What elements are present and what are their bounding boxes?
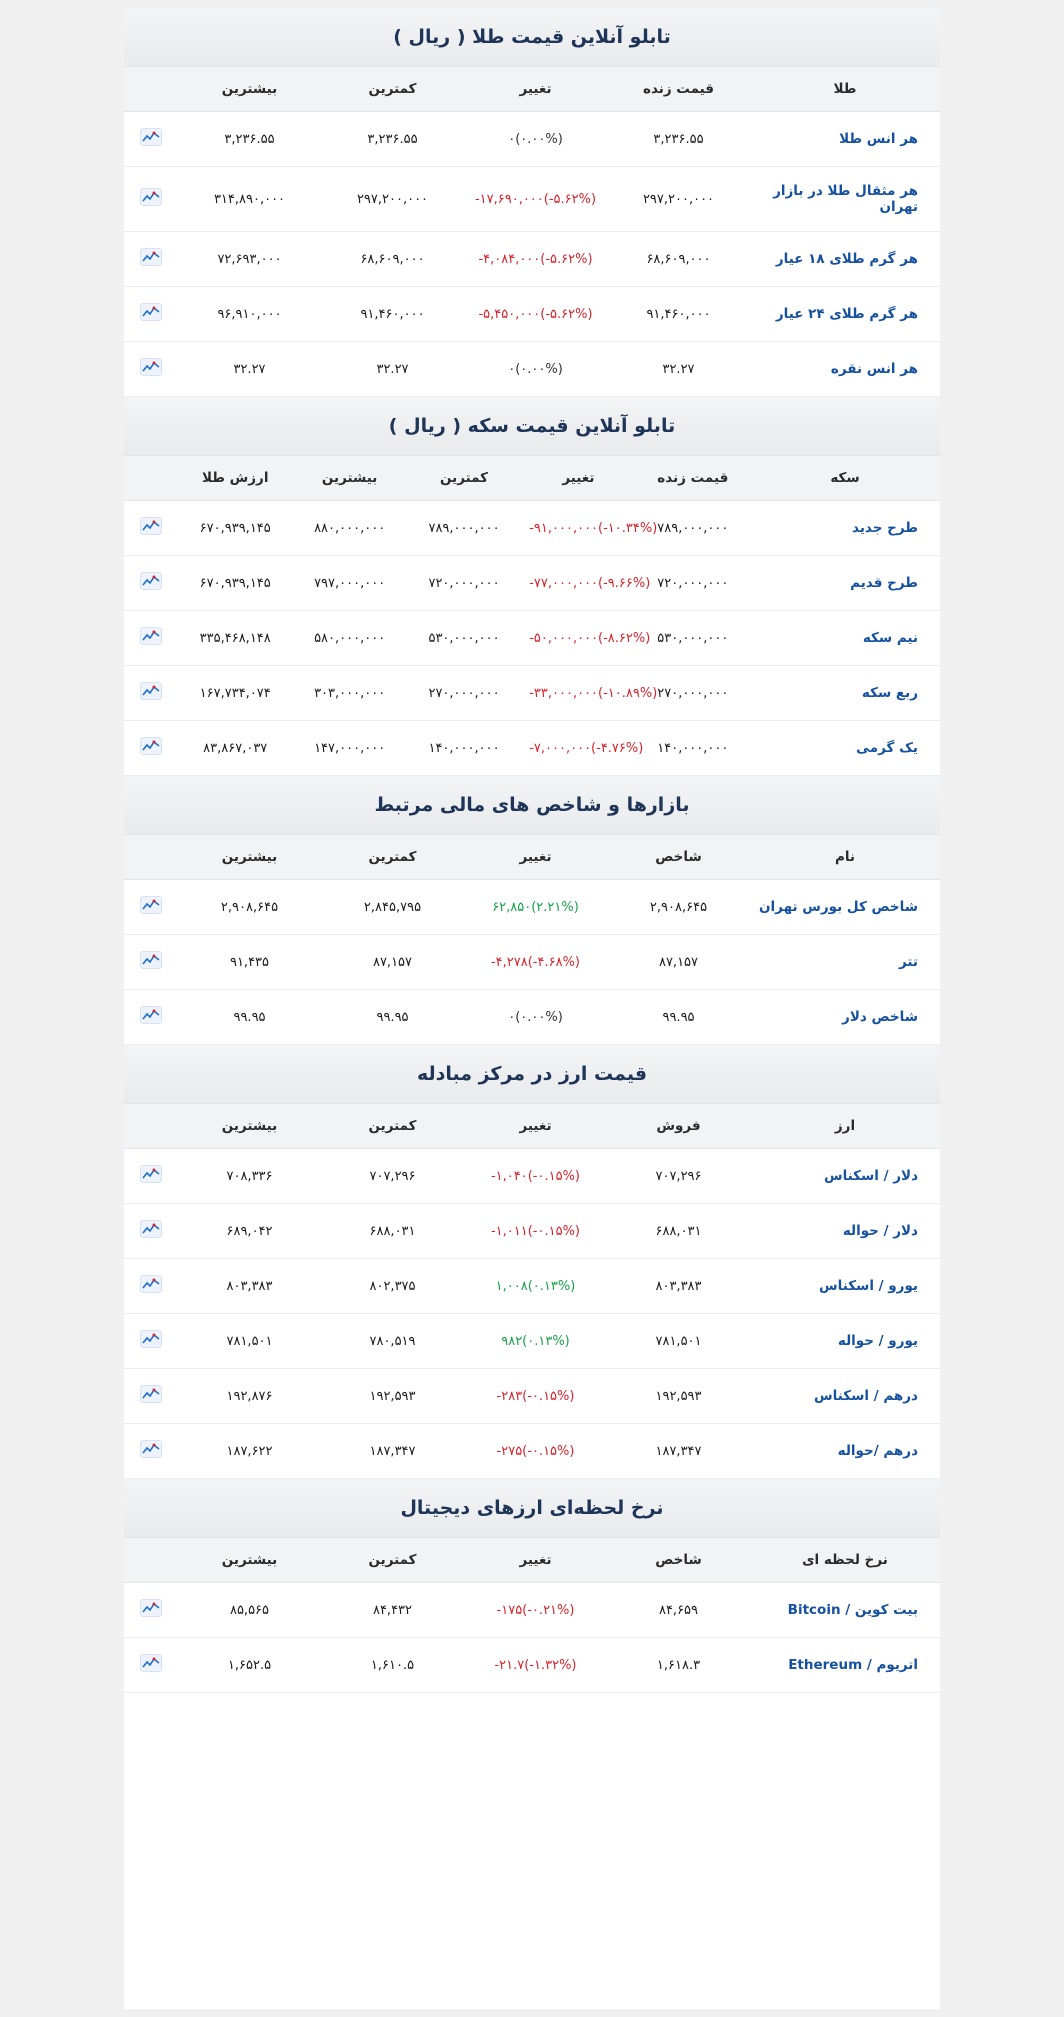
row-name[interactable]: طرح قدیم xyxy=(750,556,940,611)
column-header: بیشترین xyxy=(178,835,321,880)
table-header-row xyxy=(124,67,940,112)
row-change-value: -۱,۰۱۱(-۰.۱۵%) xyxy=(464,1204,607,1259)
row-low-value: ۷۸۹,۰۰۰,۰۰۰ xyxy=(407,501,521,556)
chart-line-icon[interactable] xyxy=(140,188,162,206)
row-high-value: ۳,۲۳۶.۵۵ xyxy=(178,112,321,167)
table-row[interactable] xyxy=(124,666,940,721)
row-name[interactable]: شاخص کل بورس تهران xyxy=(750,880,940,935)
table-row[interactable] xyxy=(124,342,940,397)
row-low-value: ۶۸۸,۰۳۱ xyxy=(321,1204,464,1259)
row-live-value: ۷۲۰,۰۰۰,۰۰۰ xyxy=(636,556,750,611)
row-low-value: ۷۰۷,۲۹۶ xyxy=(321,1149,464,1204)
row-low-value: ۹۱,۴۶۰,۰۰۰ xyxy=(321,287,464,342)
row-chart-cell[interactable] xyxy=(124,112,178,167)
row-change-value: ۱,۰۰۸(۰.۱۳%) xyxy=(464,1259,607,1314)
row-gold-value: ۶۷۰,۹۳۹,۱۴۵ xyxy=(178,501,292,556)
row-live-value: ۲۷۰,۰۰۰,۰۰۰ xyxy=(636,666,750,721)
column-header: بیشترین xyxy=(292,456,406,501)
row-chart-cell[interactable] xyxy=(124,611,178,666)
row-live-value: ۱,۶۱۸.۳ xyxy=(607,1638,750,1693)
row-live-value: ۵۳۰,۰۰۰,۰۰۰ xyxy=(636,611,750,666)
row-chart-cell[interactable] xyxy=(124,990,178,1045)
row-live-value: ۱۸۷,۳۴۷ xyxy=(607,1424,750,1479)
row-low-value: ۲,۸۴۵,۷۹۵ xyxy=(321,880,464,935)
row-high-value: ۶۸۹,۰۴۲ xyxy=(178,1204,321,1259)
table-row[interactable] xyxy=(124,880,940,935)
chart-line-icon[interactable] xyxy=(140,517,162,535)
chart-line-icon[interactable] xyxy=(140,896,162,914)
row-high-value: ۳۰۳,۰۰۰,۰۰۰ xyxy=(292,666,406,721)
column-header-chart xyxy=(124,1104,178,1149)
table-row[interactable] xyxy=(124,935,940,990)
row-live-value: ۷۸۱,۵۰۱ xyxy=(607,1314,750,1369)
row-name[interactable]: یورو / اسکناس xyxy=(750,1259,940,1314)
column-header: تغییر xyxy=(464,1538,607,1583)
column-header-chart xyxy=(124,456,178,501)
gold-section xyxy=(124,8,940,397)
column-header: شاخص xyxy=(607,835,750,880)
row-change-value: ۶۲,۸۵۰(۲.۲۱%) xyxy=(464,880,607,935)
coin-section-table xyxy=(124,456,940,776)
chart-line-icon[interactable] xyxy=(140,627,162,645)
row-name[interactable]: درهم / اسکناس xyxy=(750,1369,940,1424)
row-low-value: ۹۹.۹۵ xyxy=(321,990,464,1045)
row-live-value: ۳,۲۳۶.۵۵ xyxy=(607,112,750,167)
row-high-value: ۷۸۱,۵۰۱ xyxy=(178,1314,321,1369)
chart-line-icon[interactable] xyxy=(140,1440,162,1458)
row-high-value: ۷۲,۶۹۳,۰۰۰ xyxy=(178,232,321,287)
row-name[interactable]: یورو / حواله xyxy=(750,1314,940,1369)
chart-line-icon[interactable] xyxy=(140,737,162,755)
row-live-value: ۹۱,۴۶۰,۰۰۰ xyxy=(607,287,750,342)
row-high-value: ۱۸۷,۶۲۲ xyxy=(178,1424,321,1479)
row-chart-cell[interactable] xyxy=(124,1369,178,1424)
coin-section xyxy=(124,397,940,776)
table-header-row xyxy=(124,1538,940,1583)
table-row[interactable] xyxy=(124,112,940,167)
row-high-value: ۵۸۰,۰۰۰,۰۰۰ xyxy=(292,611,406,666)
row-high-value: ۸۸۰,۰۰۰,۰۰۰ xyxy=(292,501,406,556)
row-low-value: ۱,۶۱۰.۵ xyxy=(321,1638,464,1693)
row-chart-cell[interactable] xyxy=(124,167,178,232)
column-header-chart xyxy=(124,67,178,112)
row-live-value: ۸۴,۶۵۹ xyxy=(607,1583,750,1638)
row-live-value: ۳۲.۲۷ xyxy=(607,342,750,397)
row-live-value: ۸۰۳,۳۸۳ xyxy=(607,1259,750,1314)
row-gold-value: ۸۳,۸۶۷,۰۳۷ xyxy=(178,721,292,776)
row-name[interactable]: هر گرم طلای ۲۴ عیار xyxy=(750,287,940,342)
chart-line-icon[interactable] xyxy=(140,248,162,266)
chart-line-icon[interactable] xyxy=(140,1220,162,1238)
column-header-chart xyxy=(124,835,178,880)
column-header: نام xyxy=(750,835,940,880)
column-header: تغییر xyxy=(464,67,607,112)
row-change-value: -۹۱,۰۰۰,۰۰۰(-۱۰.۳۴%) xyxy=(521,501,635,556)
column-header: کمترین xyxy=(407,456,521,501)
row-change-value: ۰(۰.۰۰%) xyxy=(464,342,607,397)
row-name[interactable]: ربع سکه xyxy=(750,666,940,721)
row-change-value: -۳۳,۰۰۰,۰۰۰(-۱۰.۸۹%) xyxy=(521,666,635,721)
row-low-value: ۸۰۲,۳۷۵ xyxy=(321,1259,464,1314)
row-change-value: -۲۷۵(-۰.۱۵%) xyxy=(464,1424,607,1479)
column-header: ارز xyxy=(750,1104,940,1149)
row-live-value: ۸۷,۱۵۷ xyxy=(607,935,750,990)
table-row[interactable] xyxy=(124,721,940,776)
crypto-section-table xyxy=(124,1538,940,1693)
row-high-value: ۱۴۷,۰۰۰,۰۰۰ xyxy=(292,721,406,776)
row-low-value: ۷۲۰,۰۰۰,۰۰۰ xyxy=(407,556,521,611)
row-name[interactable]: نیم سکه xyxy=(750,611,940,666)
crypto-section-title: نرخ لحظه‌ای ارزهای دیجیتال xyxy=(124,1479,940,1538)
row-chart-cell[interactable] xyxy=(124,1583,178,1638)
markets-section-title: بازارها و شاخص های مالی مرتبط xyxy=(124,776,940,835)
chart-line-icon[interactable] xyxy=(140,572,162,590)
table-header-row xyxy=(124,1104,940,1149)
row-chart-cell[interactable] xyxy=(124,232,178,287)
row-name[interactable]: هر گرم طلای ۱۸ عیار xyxy=(750,232,940,287)
table-row[interactable] xyxy=(124,1259,940,1314)
row-low-value: ۷۸۰,۵۱۹ xyxy=(321,1314,464,1369)
table-row[interactable] xyxy=(124,1638,940,1693)
row-live-value: ۷۸۹,۰۰۰,۰۰۰ xyxy=(636,501,750,556)
row-change-value: -۴,۰۸۴,۰۰۰(-۵.۶۲%) xyxy=(464,232,607,287)
row-high-value: ۲,۹۰۸,۶۴۵ xyxy=(178,880,321,935)
row-chart-cell[interactable] xyxy=(124,721,178,776)
row-change-value: -۷۷,۰۰۰,۰۰۰(-۹.۶۶%) xyxy=(521,556,635,611)
table-row[interactable] xyxy=(124,167,940,232)
column-header: کمترین xyxy=(321,1104,464,1149)
row-name[interactable]: هر انس طلا xyxy=(750,112,940,167)
row-change-value: ۰(۰.۰۰%) xyxy=(464,990,607,1045)
row-change-value: -۵۰,۰۰۰,۰۰۰(-۸.۶۲%) xyxy=(521,611,635,666)
chart-line-icon[interactable] xyxy=(140,358,162,376)
column-header: قیمت زنده xyxy=(636,456,750,501)
column-header: قیمت زنده xyxy=(607,67,750,112)
row-name[interactable]: تتر xyxy=(750,935,940,990)
row-live-value: ۲,۹۰۸,۶۴۵ xyxy=(607,880,750,935)
row-chart-cell[interactable] xyxy=(124,1314,178,1369)
table-row[interactable] xyxy=(124,287,940,342)
row-high-value: ۸۰۳,۳۸۳ xyxy=(178,1259,321,1314)
column-header: فروش xyxy=(607,1104,750,1149)
row-change-value: -۱,۰۴۰(-۰.۱۵%) xyxy=(464,1149,607,1204)
column-header: کمترین xyxy=(321,67,464,112)
crypto-section xyxy=(124,1479,940,1693)
column-header: شاخص xyxy=(607,1538,750,1583)
gold-section-table xyxy=(124,67,940,397)
row-change-value: -۲۸۳(-۰.۱۵%) xyxy=(464,1369,607,1424)
row-live-value: ۷۰۷,۲۹۶ xyxy=(607,1149,750,1204)
column-header: بیشترین xyxy=(178,1538,321,1583)
row-live-value: ۱۴۰,۰۰۰,۰۰۰ xyxy=(636,721,750,776)
column-header: سکه xyxy=(750,456,940,501)
row-name[interactable]: دلار / حواله xyxy=(750,1204,940,1259)
row-low-value: ۲۹۷,۲۰۰,۰۰۰ xyxy=(321,167,464,232)
chart-line-icon[interactable] xyxy=(140,1599,162,1617)
table-header-row xyxy=(124,835,940,880)
row-high-value: ۷۰۸,۳۳۶ xyxy=(178,1149,321,1204)
column-header: بیشترین xyxy=(178,67,321,112)
table-row[interactable] xyxy=(124,1149,940,1204)
table-row[interactable] xyxy=(124,1314,940,1369)
row-name[interactable]: درهم /حواله xyxy=(750,1424,940,1479)
sections-root xyxy=(124,8,940,1693)
row-chart-cell[interactable] xyxy=(124,287,178,342)
row-live-value: ۲۹۷,۲۰۰,۰۰۰ xyxy=(607,167,750,232)
row-change-value: -۱۷,۶۹۰,۰۰۰(-۵.۶۲%) xyxy=(464,167,607,232)
table-row[interactable] xyxy=(124,1583,940,1638)
row-low-value: ۳۲.۲۷ xyxy=(321,342,464,397)
table-row[interactable] xyxy=(124,501,940,556)
exchange-center-section-table xyxy=(124,1104,940,1479)
row-name[interactable]: هر مثقال طلا در بازار تهران xyxy=(750,167,940,232)
column-header-chart xyxy=(124,1538,178,1583)
row-low-value: ۳,۲۳۶.۵۵ xyxy=(321,112,464,167)
chart-line-icon[interactable] xyxy=(140,682,162,700)
chart-line-icon[interactable] xyxy=(140,951,162,969)
row-name[interactable]: طرح جدید xyxy=(750,501,940,556)
column-header: نرخ لحظه ای xyxy=(750,1538,940,1583)
row-chart-cell[interactable] xyxy=(124,556,178,611)
row-name[interactable]: اتریوم / Ethereum xyxy=(750,1638,940,1693)
row-chart-cell[interactable] xyxy=(124,501,178,556)
markets-section-table xyxy=(124,835,940,1045)
column-header: کمترین xyxy=(321,1538,464,1583)
row-live-value: ۹۹.۹۵ xyxy=(607,990,750,1045)
table-row[interactable] xyxy=(124,1369,940,1424)
row-low-value: ۱۴۰,۰۰۰,۰۰۰ xyxy=(407,721,521,776)
row-live-value: ۶۸,۶۰۹,۰۰۰ xyxy=(607,232,750,287)
row-chart-cell[interactable] xyxy=(124,1259,178,1314)
column-header: تغییر xyxy=(521,456,635,501)
row-low-value: ۲۷۰,۰۰۰,۰۰۰ xyxy=(407,666,521,721)
row-high-value: ۹۹.۹۵ xyxy=(178,990,321,1045)
row-name[interactable]: یک گرمی xyxy=(750,721,940,776)
chart-line-icon[interactable] xyxy=(140,1385,162,1403)
chart-line-icon[interactable] xyxy=(140,1330,162,1348)
row-low-value: ۱۸۷,۳۴۷ xyxy=(321,1424,464,1479)
exchange-center-section-title: قیمت ارز در مرکز مبادله xyxy=(124,1045,940,1104)
chart-line-icon[interactable] xyxy=(140,1165,162,1183)
column-header: کمترین xyxy=(321,835,464,880)
row-high-value: ۱,۶۵۲.۵ xyxy=(178,1638,321,1693)
column-header: تغییر xyxy=(464,1104,607,1149)
row-change-value: -۲۱.۷(-۱.۳۲%) xyxy=(464,1638,607,1693)
row-low-value: ۶۸,۶۰۹,۰۰۰ xyxy=(321,232,464,287)
table-row[interactable] xyxy=(124,556,940,611)
chart-line-icon[interactable] xyxy=(140,128,162,146)
row-chart-cell[interactable] xyxy=(124,1638,178,1693)
markets-section xyxy=(124,776,940,1045)
gold-section-title: تابلو آنلاین قیمت طلا ( ریال ) xyxy=(124,8,940,67)
row-low-value: ۵۳۰,۰۰۰,۰۰۰ xyxy=(407,611,521,666)
chart-line-icon[interactable] xyxy=(140,1006,162,1024)
row-low-value: ۸۷,۱۵۷ xyxy=(321,935,464,990)
row-gold-value: ۶۷۰,۹۳۹,۱۴۵ xyxy=(178,556,292,611)
row-high-value: ۸۵,۵۶۵ xyxy=(178,1583,321,1638)
row-name[interactable]: شاخص دلار xyxy=(750,990,940,1045)
row-high-value: ۹۱,۴۳۵ xyxy=(178,935,321,990)
row-high-value: ۹۶,۹۱۰,۰۰۰ xyxy=(178,287,321,342)
table-row[interactable] xyxy=(124,232,940,287)
row-name[interactable]: دلار / اسکناس xyxy=(750,1149,940,1204)
row-name[interactable]: هر انس نقره xyxy=(750,342,940,397)
chart-line-icon[interactable] xyxy=(140,1275,162,1293)
row-chart-cell[interactable] xyxy=(124,935,178,990)
table-row[interactable] xyxy=(124,1424,940,1479)
row-high-value: ۱۹۲,۸۷۶ xyxy=(178,1369,321,1424)
row-chart-cell[interactable] xyxy=(124,342,178,397)
row-chart-cell[interactable] xyxy=(124,1424,178,1479)
row-change-value: -۵,۴۵۰,۰۰۰(-۵.۶۲%) xyxy=(464,287,607,342)
column-header: طلا xyxy=(750,67,940,112)
row-change-value: -۱۷۵(-۰.۲۱%) xyxy=(464,1583,607,1638)
column-header: تغییر xyxy=(464,835,607,880)
column-header: ارزش طلا xyxy=(178,456,292,501)
table-row[interactable] xyxy=(124,990,940,1045)
chart-line-icon[interactable] xyxy=(140,1654,162,1672)
row-high-value: ۳۲.۲۷ xyxy=(178,342,321,397)
row-live-value: ۱۹۲,۵۹۳ xyxy=(607,1369,750,1424)
row-chart-cell[interactable] xyxy=(124,666,178,721)
column-header: بیشترین xyxy=(178,1104,321,1149)
row-change-value: -۷,۰۰۰,۰۰۰(-۴.۷۶%) xyxy=(521,721,635,776)
table-row[interactable] xyxy=(124,611,940,666)
row-chart-cell[interactable] xyxy=(124,1149,178,1204)
row-chart-cell[interactable] xyxy=(124,880,178,935)
row-gold-value: ۳۳۵,۴۶۸,۱۴۸ xyxy=(178,611,292,666)
row-low-value: ۸۴,۴۳۲ xyxy=(321,1583,464,1638)
chart-line-icon[interactable] xyxy=(140,303,162,321)
row-low-value: ۱۹۲,۵۹۳ xyxy=(321,1369,464,1424)
row-chart-cell[interactable] xyxy=(124,1204,178,1259)
table-header-row xyxy=(124,456,940,501)
row-name[interactable]: بیت کوین / Bitcoin xyxy=(750,1583,940,1638)
row-change-value: -۴,۲۷۸(-۴.۶۸%) xyxy=(464,935,607,990)
row-change-value: ۹۸۲(۰.۱۳%) xyxy=(464,1314,607,1369)
exchange-center-section xyxy=(124,1045,940,1479)
row-gold-value: ۱۶۷,۷۳۴,۰۷۴ xyxy=(178,666,292,721)
row-high-value: ۷۹۷,۰۰۰,۰۰۰ xyxy=(292,556,406,611)
row-high-value: ۳۱۴,۸۹۰,۰۰۰ xyxy=(178,167,321,232)
row-live-value: ۶۸۸,۰۳۱ xyxy=(607,1204,750,1259)
coin-section-title: تابلو آنلاین قیمت سکه ( ریال ) xyxy=(124,397,940,456)
price-board-page xyxy=(124,8,940,2009)
table-row[interactable] xyxy=(124,1204,940,1259)
row-change-value: ۰(۰.۰۰%) xyxy=(464,112,607,167)
